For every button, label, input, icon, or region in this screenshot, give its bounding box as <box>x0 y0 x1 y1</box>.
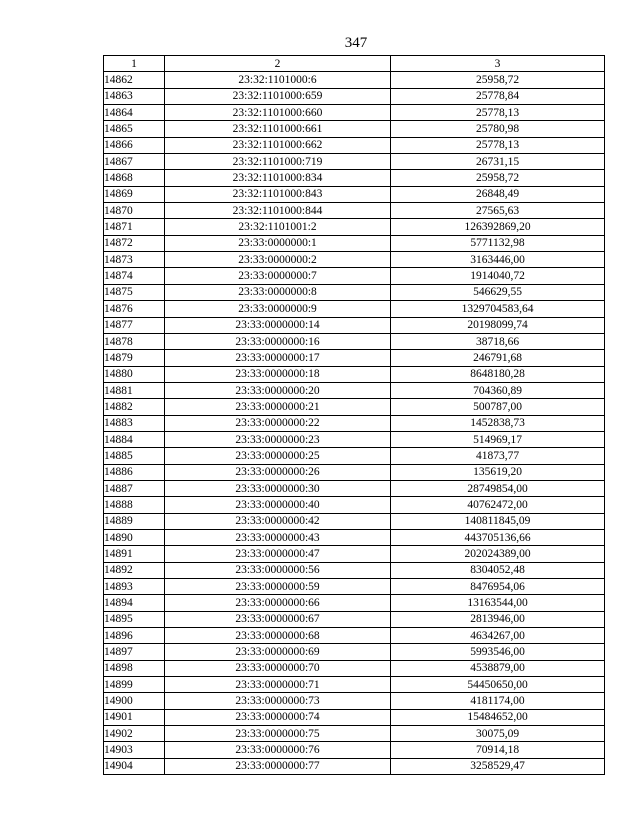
table-row <box>104 677 605 693</box>
cadastral-number-cell: 23:33:0000000:74 <box>165 709 391 725</box>
cadastral-value-cell: 8476954,06 <box>391 579 605 595</box>
cadastral-number-cell: 23:33:0000000:14 <box>165 317 391 333</box>
table-body <box>104 72 605 775</box>
cadastral-number-cell: 23:33:0000000:26 <box>165 464 391 480</box>
cadastral-number-cell: 23:33:0000000:59 <box>165 579 391 595</box>
cadastral-value-cell: 246791,68 <box>391 350 605 366</box>
cadastral-number-cell: 23:33:0000000:77 <box>165 758 391 774</box>
table-row <box>104 268 605 284</box>
cadastral-number-cell: 23:33:0000000:17 <box>165 350 391 366</box>
table-row <box>104 529 605 545</box>
table-row <box>104 464 605 480</box>
cadastral-value-cell: 126392869,20 <box>391 219 605 235</box>
row-number-cell: 14891 <box>104 546 165 562</box>
row-number-cell: 14873 <box>104 252 165 268</box>
cadastral-value-cell: 26848,49 <box>391 186 605 202</box>
table-row <box>104 301 605 317</box>
table-row <box>104 660 605 676</box>
cadastral-number-cell: 23:33:0000000:76 <box>165 742 391 758</box>
cadastral-number-cell: 23:33:0000000:70 <box>165 660 391 676</box>
row-number-cell: 14897 <box>104 644 165 660</box>
cadastral-value-cell: 13163544,00 <box>391 595 605 611</box>
table-row <box>104 726 605 742</box>
table-row <box>104 121 605 137</box>
row-number-cell: 14868 <box>104 170 165 186</box>
cadastral-value-cell: 704360,89 <box>391 382 605 398</box>
table-row <box>104 448 605 464</box>
cadastral-value-cell: 27565,63 <box>391 203 605 219</box>
cadastral-number-cell: 23:32:1101000:660 <box>165 105 391 121</box>
cadastral-value-cell: 70914,18 <box>391 742 605 758</box>
cadastral-value-cell: 500787,00 <box>391 399 605 415</box>
cadastral-value-cell: 135619,20 <box>391 464 605 480</box>
table-row <box>104 644 605 660</box>
cadastral-number-cell: 23:33:0000000:2 <box>165 252 391 268</box>
row-number-cell: 14900 <box>104 693 165 709</box>
cadastral-number-cell: 23:33:0000000:40 <box>165 497 391 513</box>
cadastral-number-cell: 23:33:0000000:75 <box>165 726 391 742</box>
table-row <box>104 595 605 611</box>
cadastral-number-cell: 23:32:1101000:659 <box>165 88 391 104</box>
row-number-cell: 14864 <box>104 105 165 121</box>
row-number-cell: 14899 <box>104 677 165 693</box>
page-number: 347 <box>344 35 368 51</box>
row-number-cell: 14877 <box>104 317 165 333</box>
table-row <box>104 252 605 268</box>
cadastral-value-cell: 41873,77 <box>391 448 605 464</box>
row-number-cell: 14875 <box>104 284 165 300</box>
table-row <box>104 579 605 595</box>
table-row <box>104 137 605 153</box>
cadastral-number-cell: 23:33:0000000:25 <box>165 448 391 464</box>
table-row <box>104 497 605 513</box>
cadastral-value-cell: 38718,66 <box>391 333 605 349</box>
cadastral-value-cell: 202024389,00 <box>391 546 605 562</box>
table-row <box>104 742 605 758</box>
table-row <box>104 284 605 300</box>
cadastral-number-cell: 23:33:0000000:73 <box>165 693 391 709</box>
table-row <box>104 546 605 562</box>
table-row <box>104 611 605 627</box>
cadastral-value-cell: 8304052,48 <box>391 562 605 578</box>
cadastral-value-cell: 546629,55 <box>391 284 605 300</box>
row-number-cell: 14862 <box>104 72 165 88</box>
cadastral-number-cell: 23:33:0000000:56 <box>165 562 391 578</box>
cadastral-number-cell: 23:33:0000000:47 <box>165 546 391 562</box>
cadastral-number-cell: 23:33:0000000:68 <box>165 628 391 644</box>
cadastral-number-cell: 23:32:1101000:843 <box>165 186 391 202</box>
table-row <box>104 186 605 202</box>
table-row <box>104 88 605 104</box>
cadastral-value-cell: 4538879,00 <box>391 660 605 676</box>
row-number-cell: 14876 <box>104 301 165 317</box>
cadastral-number-cell: 23:33:0000000:22 <box>165 415 391 431</box>
row-number-cell: 14896 <box>104 628 165 644</box>
cadastral-value-cell: 26731,15 <box>391 154 605 170</box>
table-row <box>104 203 605 219</box>
table-row <box>104 628 605 644</box>
cadastral-number-cell: 23:32:1101000:844 <box>165 203 391 219</box>
column-header-1: 1 <box>104 56 165 72</box>
row-number-cell: 14874 <box>104 268 165 284</box>
table-row <box>104 431 605 447</box>
row-number-cell: 14884 <box>104 431 165 447</box>
row-number-cell: 14872 <box>104 235 165 251</box>
table-row <box>104 758 605 774</box>
row-number-cell: 14871 <box>104 219 165 235</box>
cadastral-value-cell: 54450650,00 <box>391 677 605 693</box>
cadastral-value-cell: 15484652,00 <box>391 709 605 725</box>
cadastral-value-cell: 4634267,00 <box>391 628 605 644</box>
cadastral-value-cell: 443705136,66 <box>391 529 605 545</box>
row-number-cell: 14904 <box>104 758 165 774</box>
table-row <box>104 513 605 529</box>
cadastral-value-cell: 2813946,00 <box>391 611 605 627</box>
cadastral-number-cell: 23:33:0000000:23 <box>165 431 391 447</box>
table-row <box>104 219 605 235</box>
cadastral-number-cell: 23:33:0000000:1 <box>165 235 391 251</box>
table-row <box>104 562 605 578</box>
cadastral-number-cell: 23:33:0000000:69 <box>165 644 391 660</box>
table-row <box>104 72 605 88</box>
table-row <box>104 333 605 349</box>
row-number-cell: 14887 <box>104 480 165 496</box>
cadastral-value-cell: 25778,13 <box>391 137 605 153</box>
column-header-3: 3 <box>391 56 605 72</box>
cadastral-number-cell: 23:32:1101000:662 <box>165 137 391 153</box>
row-number-cell: 14866 <box>104 137 165 153</box>
table-row <box>104 415 605 431</box>
cadastral-number-cell: 23:33:0000000:43 <box>165 529 391 545</box>
table-row <box>104 154 605 170</box>
cadastral-number-cell: 23:33:0000000:7 <box>165 268 391 284</box>
cadastral-value-cell: 25958,72 <box>391 72 605 88</box>
table-row <box>104 235 605 251</box>
table-row <box>104 480 605 496</box>
cadastral-value-cell: 1914040,72 <box>391 268 605 284</box>
row-number-cell: 14863 <box>104 88 165 104</box>
table-row <box>104 170 605 186</box>
cadastral-number-cell: 23:33:0000000:16 <box>165 333 391 349</box>
cadastral-value-cell: 30075,09 <box>391 726 605 742</box>
cadastral-value-table <box>103 55 605 775</box>
cadastral-number-cell: 23:32:1101000:719 <box>165 154 391 170</box>
row-number-cell: 14898 <box>104 660 165 676</box>
row-number-cell: 14889 <box>104 513 165 529</box>
table-row <box>104 399 605 415</box>
row-number-cell: 14870 <box>104 203 165 219</box>
row-number-cell: 14902 <box>104 726 165 742</box>
row-number-cell: 14883 <box>104 415 165 431</box>
table-row <box>104 382 605 398</box>
cadastral-value-cell: 25778,84 <box>391 88 605 104</box>
cadastral-value-cell: 514969,17 <box>391 431 605 447</box>
row-number-cell: 14901 <box>104 709 165 725</box>
row-number-cell: 14892 <box>104 562 165 578</box>
cadastral-value-cell: 20198099,74 <box>391 317 605 333</box>
cadastral-value-cell: 5993546,00 <box>391 644 605 660</box>
row-number-cell: 14895 <box>104 611 165 627</box>
cadastral-value-cell: 4181174,00 <box>391 693 605 709</box>
cadastral-number-cell: 23:33:0000000:66 <box>165 595 391 611</box>
row-number-cell: 14878 <box>104 333 165 349</box>
cadastral-number-cell: 23:32:1101001:2 <box>165 219 391 235</box>
cadastral-value-cell: 8648180,28 <box>391 366 605 382</box>
row-number-cell: 14888 <box>104 497 165 513</box>
table-header-row <box>104 56 605 72</box>
cadastral-number-cell: 23:33:0000000:67 <box>165 611 391 627</box>
table-row <box>104 366 605 382</box>
cadastral-value-cell: 28749854,00 <box>391 480 605 496</box>
cadastral-number-cell: 23:33:0000000:9 <box>165 301 391 317</box>
cadastral-value-cell: 1329704583,64 <box>391 301 605 317</box>
row-number-cell: 14893 <box>104 579 165 595</box>
row-number-cell: 14879 <box>104 350 165 366</box>
row-number-cell: 14881 <box>104 382 165 398</box>
cadastral-value-cell: 40762472,00 <box>391 497 605 513</box>
cadastral-number-cell: 23:33:0000000:21 <box>165 399 391 415</box>
cadastral-value-cell: 1452838,73 <box>391 415 605 431</box>
cadastral-value-cell: 5771132,98 <box>391 235 605 251</box>
row-number-cell: 14865 <box>104 121 165 137</box>
row-number-cell: 14886 <box>104 464 165 480</box>
row-number-cell: 14869 <box>104 186 165 202</box>
cadastral-number-cell: 23:32:1101000:661 <box>165 121 391 137</box>
row-number-cell: 14903 <box>104 742 165 758</box>
table-row <box>104 317 605 333</box>
cadastral-number-cell: 23:33:0000000:71 <box>165 677 391 693</box>
cadastral-number-cell: 23:33:0000000:42 <box>165 513 391 529</box>
cadastral-number-cell: 23:32:1101000:6 <box>165 72 391 88</box>
row-number-cell: 14885 <box>104 448 165 464</box>
table-row <box>104 693 605 709</box>
cadastral-value-cell: 140811845,09 <box>391 513 605 529</box>
row-number-cell: 14890 <box>104 529 165 545</box>
cadastral-number-cell: 23:33:0000000:30 <box>165 480 391 496</box>
row-number-cell: 14882 <box>104 399 165 415</box>
table-row <box>104 105 605 121</box>
table-row <box>104 709 605 725</box>
cadastral-value-cell: 25778,13 <box>391 105 605 121</box>
cadastral-number-cell: 23:32:1101000:834 <box>165 170 391 186</box>
cadastral-value-cell: 3163446,00 <box>391 252 605 268</box>
row-number-cell: 14867 <box>104 154 165 170</box>
cadastral-number-cell: 23:33:0000000:18 <box>165 366 391 382</box>
table-row <box>104 350 605 366</box>
cadastral-number-cell: 23:33:0000000:8 <box>165 284 391 300</box>
cadastral-value-cell: 25780,98 <box>391 121 605 137</box>
column-header-2: 2 <box>165 56 391 72</box>
row-number-cell: 14894 <box>104 595 165 611</box>
cadastral-value-cell: 3258529,47 <box>391 758 605 774</box>
row-number-cell: 14880 <box>104 366 165 382</box>
cadastral-number-cell: 23:33:0000000:20 <box>165 382 391 398</box>
cadastral-value-cell: 25958,72 <box>391 170 605 186</box>
